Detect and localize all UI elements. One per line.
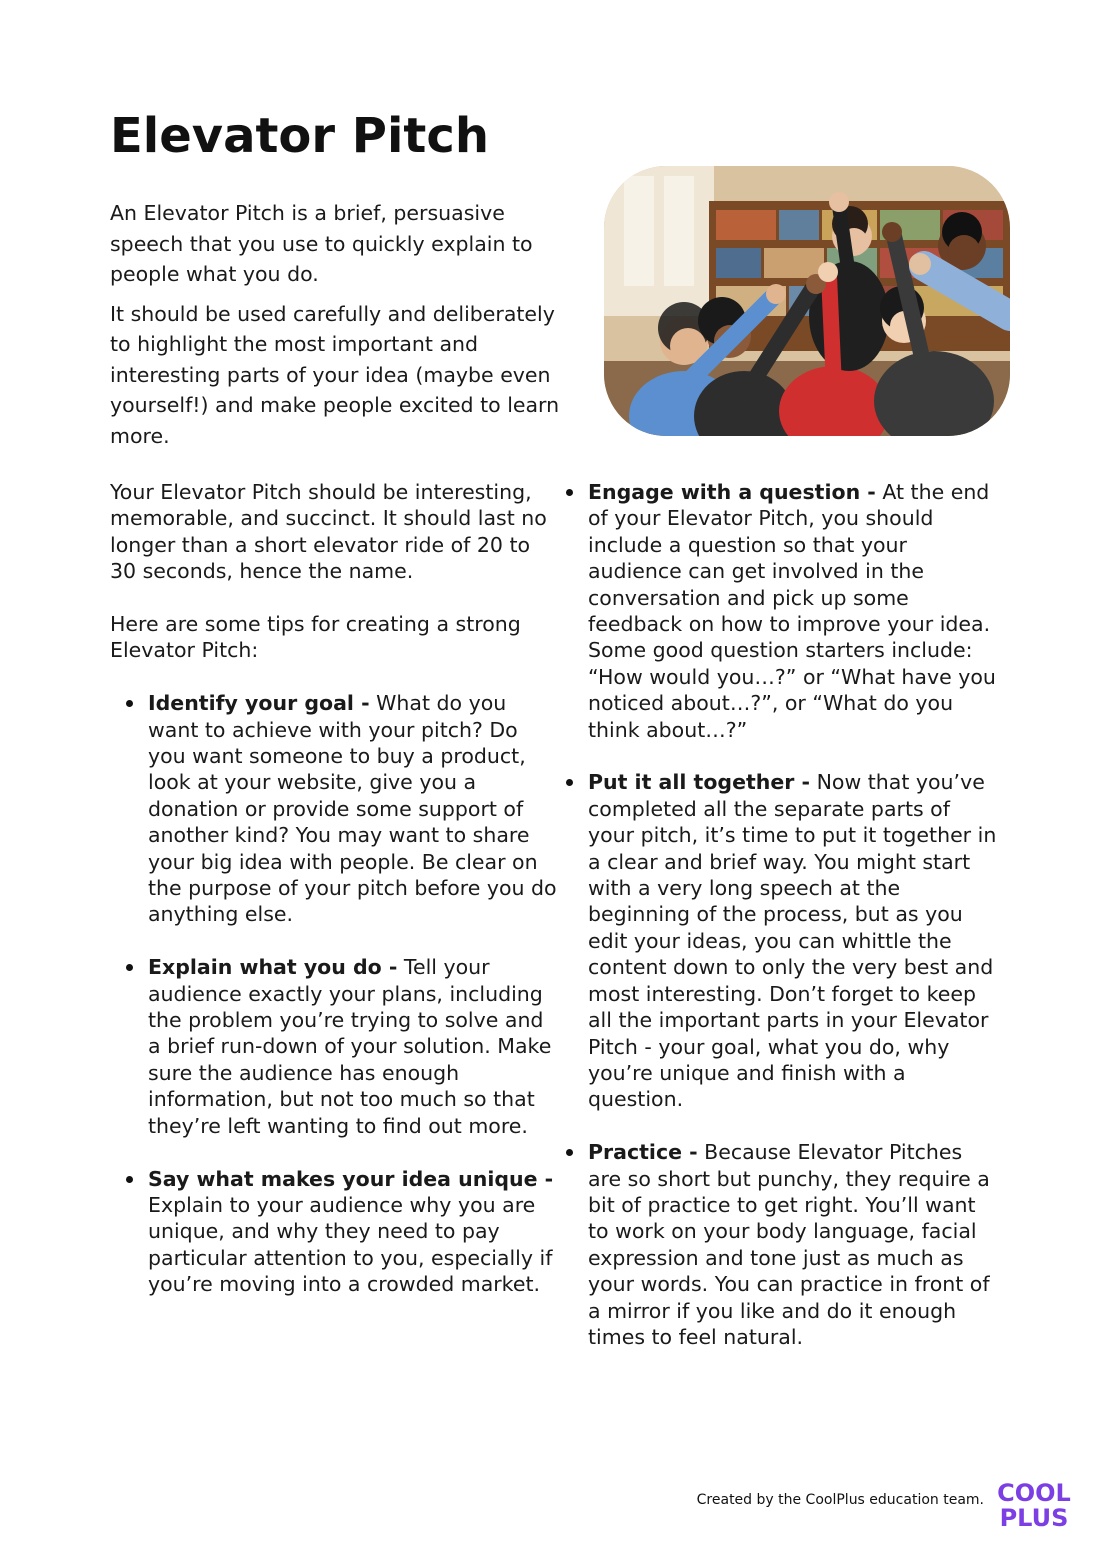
tip-unique [148,1166,558,1298]
tip-put-together [588,769,1000,1112]
tip-heading: Explain what you do - [148,955,398,980]
tip-identify-goal [148,690,558,928]
page-title: Elevator Pitch [110,108,489,164]
tip-text: At the end of your Elevator Pitch, you should include a question so that your audience can get involved in the conversation and pick up some feedback on how to improve your idea. Some good question starters include: “How would you…?” or “What have you noticed about…?”, or “What do you think about…?” [588,480,996,742]
tip-engage-question [588,479,1000,743]
tip-text: Explain to your audience why you are unique, and why they need to pay particular attention to you, especially if you’re moving into a crowded market. [148,1192,553,1297]
body-paragraph-2: Here are some tips for creating a strong Elevator Pitch: [110,612,521,663]
tips-list-left [148,690,558,1297]
tip-text: Because Elevator Pitches are so short but punchy, they require a bit of practice to get right. You’ll want to work on your body language, facial expression and tone just as much as your words. You can practice in front of a mirror if you like and do it enough times to feel natural. [588,1140,990,1349]
tip-text: Tell your audience exactly your plans, including the problem you’re trying to solve and a brief run-down of your solution. Make sure the audience has enough information, but not too much so that they’re left wanting to find out more. [148,955,552,1138]
photo-illustration [604,166,1010,436]
tip-text: Now that you’ve completed all the separate parts of your pitch, it’s time to put it together in a clear and brief way. You might start with a very long speech at the beginning of the process, but as you edit your ideas, you can whittle the content down to only the very best and most interesting. Don’t forget to keep all the important parts in your Elevator Pitch - your goal, what you do, why you’re unique and finish with a question. [588,770,997,1112]
intro-section [110,198,570,460]
tip-heading: Engage with a question - [588,480,876,504]
tip-explain-what-you-do [148,954,558,1139]
students-high-five-photo [604,166,1010,436]
tip-text: What do you want to achieve with your pitch? Do you want someone to buy a product, look at your website, give you a donation or provide some support of another kind? You may want to share your big idea with people. Be clear on the purpose of your pitch before you do anything else. [148,691,557,927]
intro-paragraph-2: It should be used carefully and deliberately to highlight the most important and interesting parts of your idea (maybe even yourself!) and make people excited to learn more. [110,301,560,448]
coolplus-logo [994,1478,1074,1530]
tip-heading: Say what makes your idea unique - [148,1166,554,1191]
logo-line-1: COOL [997,1479,1071,1507]
logo-line-2: PLUS [999,1504,1069,1530]
right-column [560,479,1000,1377]
tip-heading: Put it all together - [588,770,811,795]
left-column [110,479,558,1324]
tips-list-right [588,479,1000,1350]
tip-practice [588,1139,1000,1350]
body-paragraph-1: Your Elevator Pitch should be interesting, memorable, and succinct. It should last no longer than a short elevator ride of 20 to 30 seconds, hence the name. [110,480,547,584]
tip-heading: Practice - [588,1140,698,1165]
intro-paragraph-1: An Elevator Pitch is a brief, persuasive speech that you use to quickly explain to people what you do. [110,201,533,286]
footer-credit: Created by the CoolPlus education team. [696,1492,984,1508]
tip-heading: Identify your goal - [148,691,370,716]
